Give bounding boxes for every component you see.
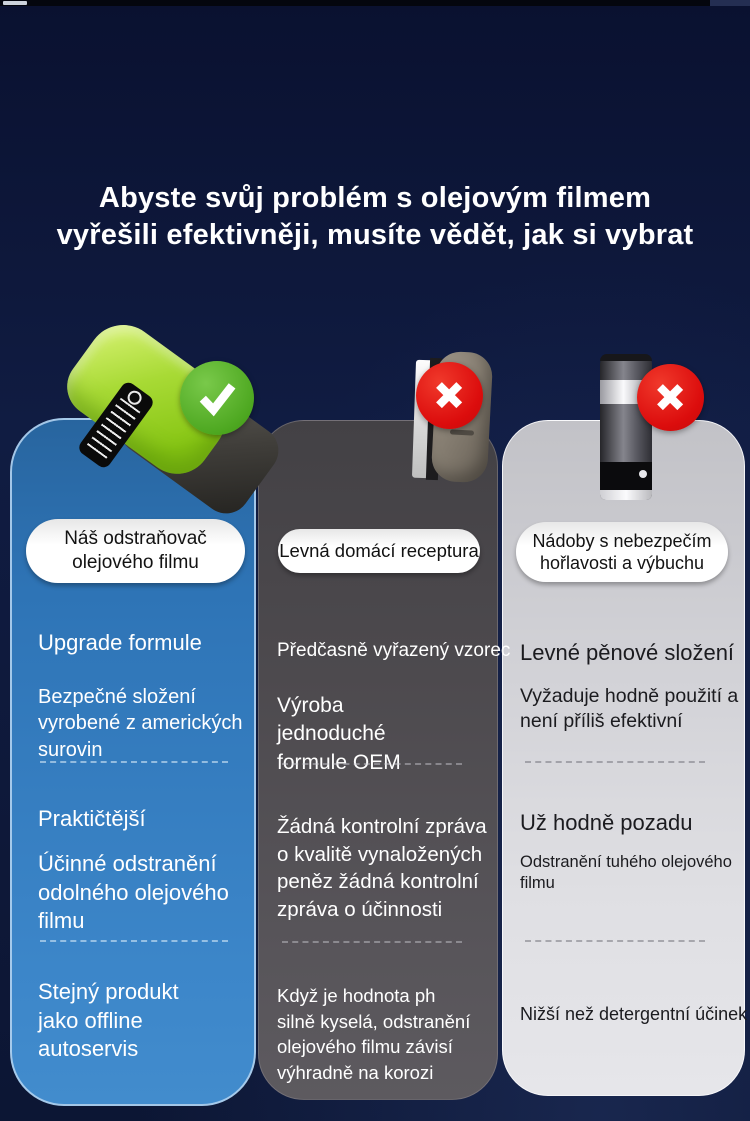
- top-notch: [3, 1, 27, 5]
- dashed-divider: [40, 940, 228, 942]
- dashed-divider: [282, 941, 462, 943]
- dashed-divider: [525, 940, 705, 942]
- cross-icon: [637, 364, 704, 431]
- can-top-cap: [600, 354, 652, 361]
- feature-text: Stejný produkt jako offline autoservis: [38, 979, 179, 1062]
- feature-text: Už hodně pozadu: [520, 810, 693, 835]
- feature-text: Upgrade formule: [38, 630, 202, 655]
- cross-icon: [416, 362, 483, 429]
- top-right-glow: [710, 0, 750, 6]
- check-icon: [180, 361, 254, 435]
- can-black-band: [600, 462, 652, 490]
- top-strip: [0, 0, 750, 6]
- feature-text: Bezpečné složení vyrobené z amerických surovin: [38, 686, 243, 761]
- column-label-home-recipe: Levná domácí receptura: [278, 529, 480, 573]
- dashed-divider: [282, 763, 462, 765]
- feature-text: Praktičtější: [38, 806, 146, 831]
- dashed-divider: [40, 761, 228, 763]
- column-label-ours: Náš odstraňovač olejového filmu: [26, 519, 245, 583]
- feature-text: Když je hodnota ph silně kyselá, odstranění olejového filmu závisí výhradně na korozi: [277, 985, 471, 1083]
- feature-text: Účinné odstranění odolného olejového filmu: [38, 851, 229, 934]
- can-label-dot: [639, 470, 647, 478]
- feature-text: Vyžaduje hodně použití a není příliš efektivní: [520, 685, 739, 733]
- feature-text: Levné pěnové složení: [520, 640, 735, 665]
- dashed-divider: [525, 761, 705, 763]
- feature-text: Předčasně vyřazený vzorec: [277, 640, 511, 661]
- column-label-spray-cans: Nádoby s nebezpečím hořlavosti a výbuchu: [516, 522, 728, 582]
- page-title: Abyste svůj problém s olejovým filmem vyřešili efektivněji, musíte vědět, jak si vybrat: [56, 182, 694, 252]
- feature-text: Odstranění tuhého olejového filmu: [520, 853, 732, 893]
- feature-text: Výroba jednoduché formule OEM: [277, 694, 401, 774]
- feature-text: Nižší než detergentní účinek: [520, 1004, 748, 1024]
- feature-text: Žádná kontrolní zpráva o kvalitě vynaložených peněz žádná kontrolní zpráva o účinnosti: [277, 815, 487, 922]
- can-bottom-rim: [600, 490, 652, 500]
